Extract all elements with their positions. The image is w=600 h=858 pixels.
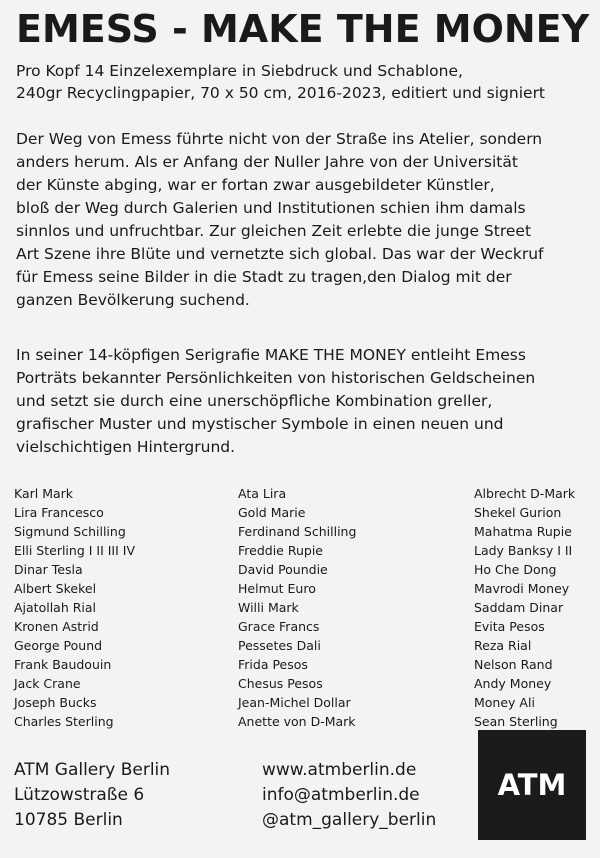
list-item: Ho Che Dong bbox=[474, 562, 557, 577]
paragraph-line: Porträts bekannter Persönlichkeiten von historischen Geldscheinen bbox=[16, 369, 536, 387]
list-item: Lady Banksy I II bbox=[474, 543, 573, 558]
list-item: Grace Francs bbox=[238, 619, 320, 634]
list-item: Shekel Gurion bbox=[474, 505, 562, 520]
page-title: EMESS - MAKE THE MONEY bbox=[16, 7, 590, 51]
list-item: Willi Mark bbox=[238, 600, 299, 615]
street: Lützowstraße 6 bbox=[14, 785, 145, 805]
list-item: Anette von D-Mark bbox=[238, 714, 356, 729]
list-item: Andy Money bbox=[474, 676, 552, 691]
list-item: Sean Sterling bbox=[474, 714, 558, 729]
paragraph-line: vielschichtigen Hintergrund. bbox=[16, 438, 236, 456]
instagram-handle[interactable]: @atm_gallery_berlin bbox=[262, 810, 437, 830]
paragraph-line: für Emess seine Bilder in die Stadt zu tragen,den Dialog mit der bbox=[16, 268, 512, 286]
paragraph-line: und setzt sie durch eine unerschöpfliche Kombination greller, bbox=[16, 392, 493, 410]
list-item: George Pound bbox=[14, 638, 103, 653]
list-item: Freddie Rupie bbox=[238, 543, 323, 558]
list-item: Chesus Pesos bbox=[238, 676, 323, 691]
paragraph-artwork bbox=[16, 344, 594, 459]
list-item: Ferdinand Schilling bbox=[238, 524, 357, 539]
list-item: Evita Pesos bbox=[474, 619, 545, 634]
atm-logo bbox=[478, 730, 586, 840]
paragraph-line: anders herum. Als er Anfang der Nuller Jahre von der Universität bbox=[16, 153, 518, 171]
logo-text: ATM bbox=[497, 768, 567, 802]
paragraph-line: ganzen Bevölkerung suchend. bbox=[16, 291, 250, 309]
list-item: Frida Pesos bbox=[238, 657, 308, 672]
list-item: Karl Mark bbox=[14, 486, 74, 501]
website-link[interactable]: www.atmberlin.de bbox=[262, 760, 417, 780]
names-column-2 bbox=[238, 484, 356, 731]
edition-details bbox=[16, 60, 588, 104]
paragraph-line: In seiner 14-köpfigen Serigrafie MAKE THE MONEY entleiht Emess bbox=[16, 346, 526, 364]
list-item: Ajatollah Rial bbox=[14, 600, 97, 615]
list-item: Dinar Tesla bbox=[14, 562, 83, 577]
email-link[interactable]: info@atmberlin.de bbox=[262, 785, 420, 805]
list-item: Albert Skekel bbox=[14, 581, 97, 596]
list-item: Kronen Astrid bbox=[14, 619, 99, 634]
paragraph-line: Der Weg von Emess führte nicht von der Straße ins Atelier, sondern bbox=[16, 130, 543, 148]
list-item: Jack Crane bbox=[14, 676, 81, 691]
paragraph-line: Art Szene ihre Blüte und vernetzte sich global. Das war der Weckruf bbox=[16, 245, 544, 263]
list-item: Mavrodi Money bbox=[474, 581, 570, 596]
list-item: David Poundie bbox=[238, 562, 328, 577]
city: 10785 Berlin bbox=[14, 810, 123, 830]
list-item: Lira Francesco bbox=[14, 505, 104, 520]
paragraph-line: bloß der Weg durch Galerien und Institutionen schien ihm damals bbox=[16, 199, 526, 217]
gallery-name: ATM Gallery Berlin bbox=[14, 760, 171, 780]
list-item: Charles Sterling bbox=[14, 714, 114, 729]
list-item: Mahatma Rupie bbox=[474, 524, 572, 539]
list-item: Jean-Michel Dollar bbox=[238, 695, 351, 710]
list-item: Joseph Bucks bbox=[14, 695, 97, 710]
list-item: Saddam Dinar bbox=[474, 600, 564, 615]
list-item: Reza Rial bbox=[474, 638, 532, 653]
list-item: Money Ali bbox=[474, 695, 535, 710]
edition-line: 240gr Recyclingpapier, 70 x 50 cm, 2016-2023, editiert und signiert bbox=[16, 84, 546, 102]
list-item: Helmut Euro bbox=[238, 581, 316, 596]
list-item: Pessetes Dali bbox=[238, 638, 321, 653]
list-item: Elli Sterling I II III IV bbox=[14, 543, 136, 558]
names-column-1 bbox=[14, 484, 135, 731]
list-item: Gold Marie bbox=[238, 505, 306, 520]
list-item: Sigmund Schilling bbox=[14, 524, 126, 539]
list-item: Ata Lira bbox=[238, 486, 287, 501]
list-item: Albrecht D-Mark bbox=[474, 486, 576, 501]
paragraph-line: sinnlos und unfruchtbar. Zur gleichen Zeit erlebte die junge Street bbox=[16, 222, 532, 240]
names-column-3 bbox=[474, 484, 575, 731]
list-item: Frank Baudouin bbox=[14, 657, 112, 672]
paragraph-biography bbox=[16, 128, 594, 312]
gallery-address bbox=[14, 758, 170, 833]
gallery-contact bbox=[262, 758, 436, 833]
paragraph-line: grafischer Muster und mystischer Symbole in einen neuen und bbox=[16, 415, 504, 433]
list-item: Nelson Rand bbox=[474, 657, 553, 672]
paragraph-line: der Künste abging, war er fortan zwar ausgebildeter Künstler, bbox=[16, 176, 495, 194]
edition-line: Pro Kopf 14 Einzelexemplare in Siebdruck und Schablone, bbox=[16, 62, 463, 80]
